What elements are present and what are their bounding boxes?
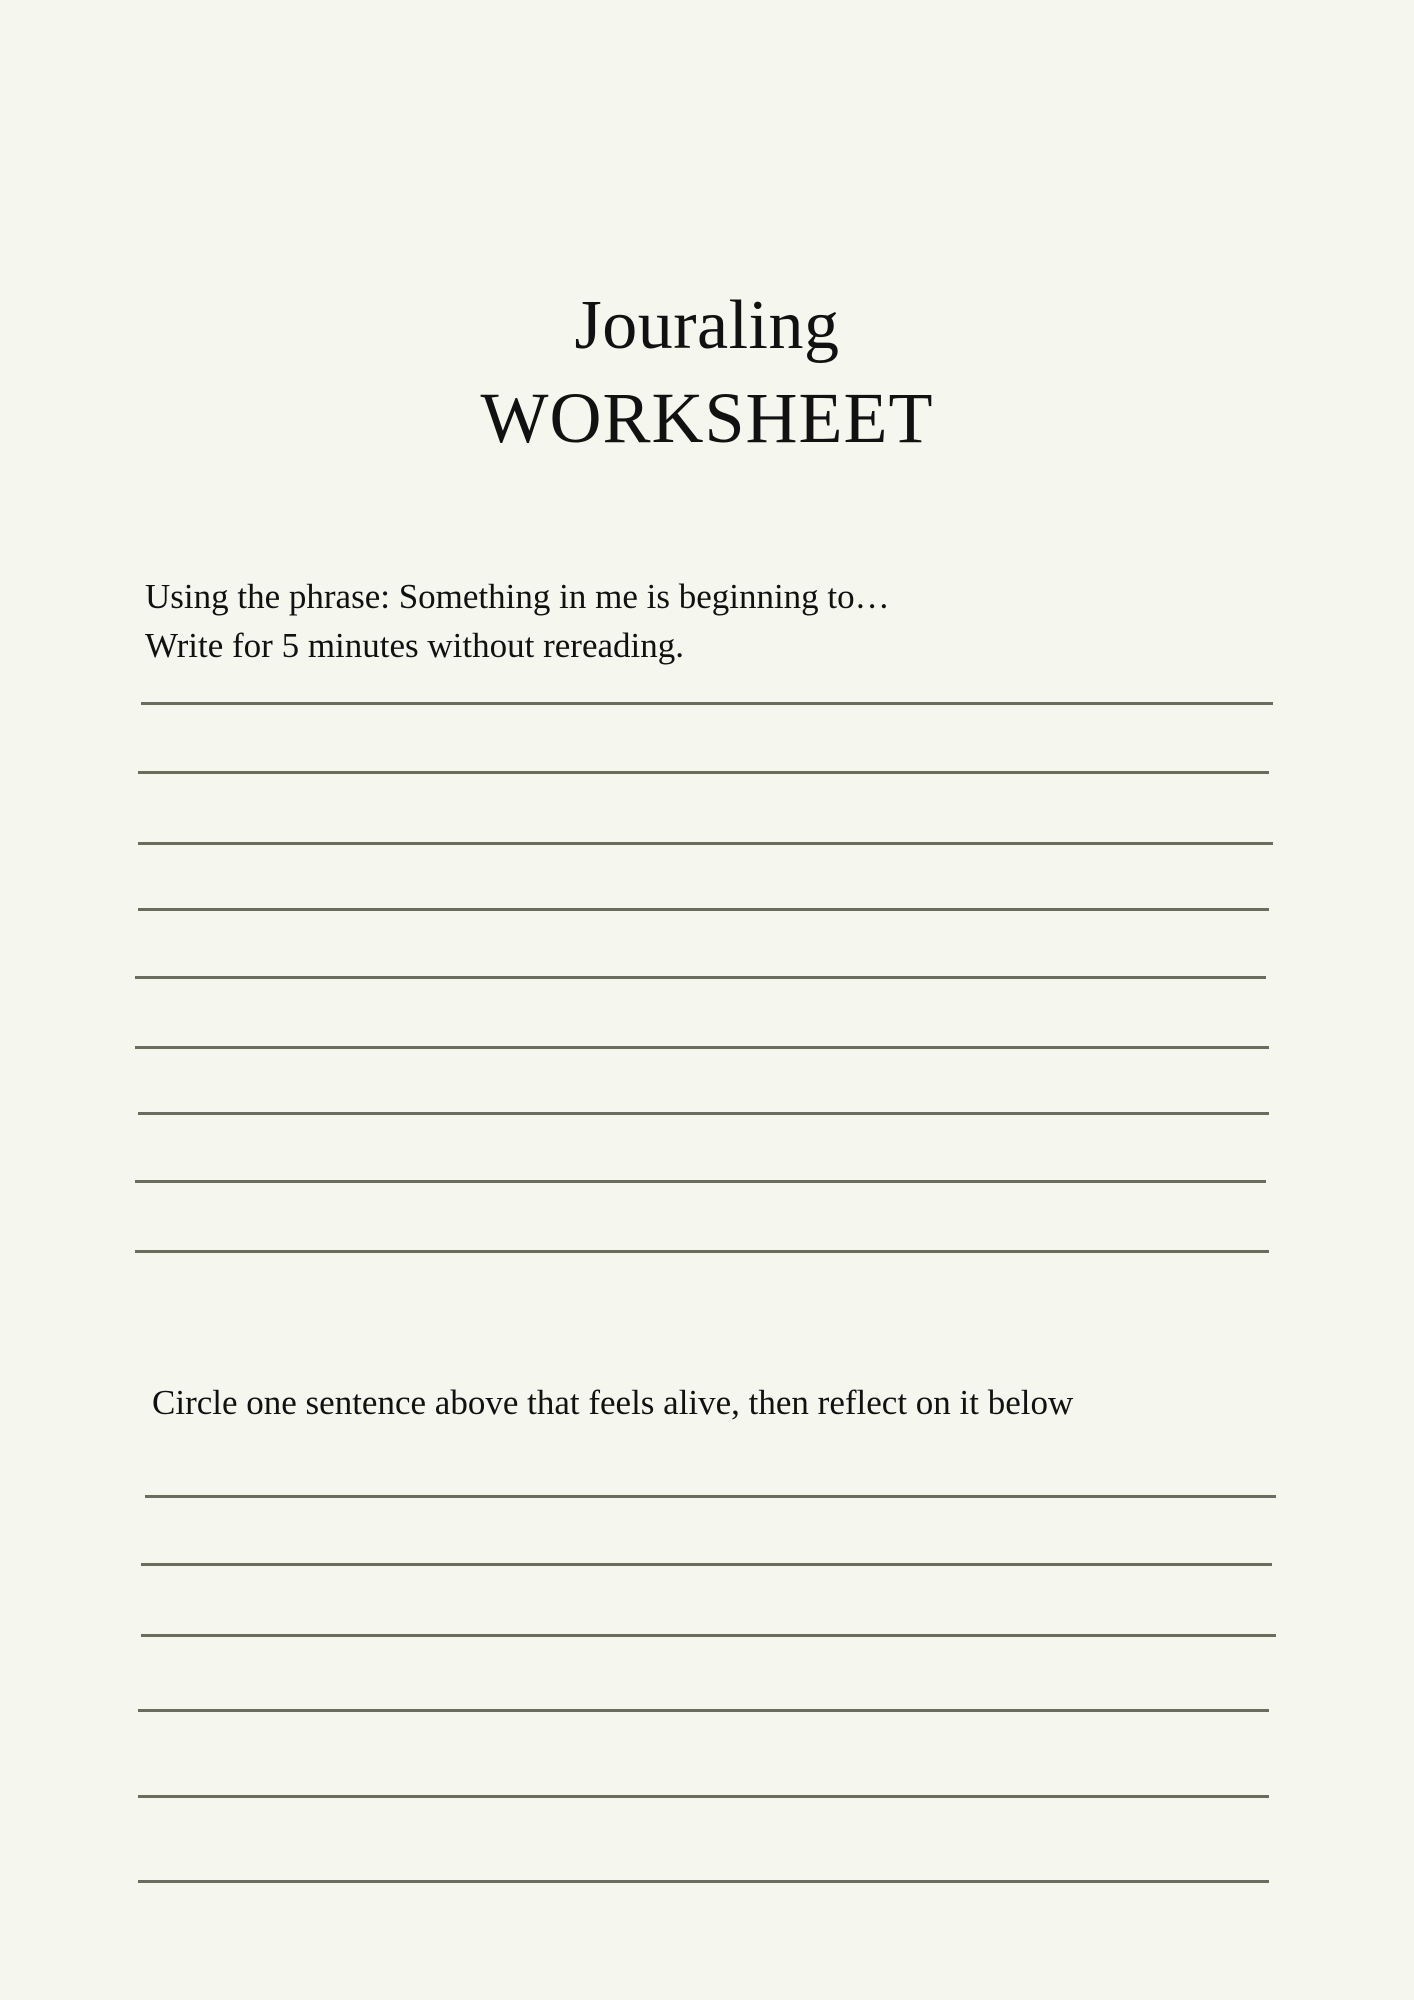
writing-line xyxy=(141,1634,1276,1637)
writing-line xyxy=(138,1880,1269,1883)
prompt-instruction: Write for 5 minutes without rereading. xyxy=(145,626,684,665)
title-worksheet: WORKSHEET xyxy=(480,378,934,458)
writing-line xyxy=(135,1250,1269,1253)
writing-line xyxy=(135,1180,1266,1183)
writing-line xyxy=(145,1495,1276,1498)
writing-line xyxy=(138,908,1269,911)
writing-line xyxy=(138,771,1269,774)
prompt-phrase: Using the phrase: Something in me is beginning to… xyxy=(145,577,890,616)
writing-line xyxy=(141,1563,1272,1566)
writing-line xyxy=(138,1112,1269,1115)
writing-line xyxy=(138,1795,1269,1798)
writing-line xyxy=(138,842,1273,845)
title-script: Jouraling xyxy=(574,287,840,364)
writing-line xyxy=(135,1046,1269,1049)
writing-line xyxy=(138,1709,1269,1712)
prompt-reflect: Circle one sentence above that feels alive, then reflect on it below xyxy=(152,1383,1074,1422)
writing-line xyxy=(135,976,1266,979)
writing-line xyxy=(141,702,1273,705)
